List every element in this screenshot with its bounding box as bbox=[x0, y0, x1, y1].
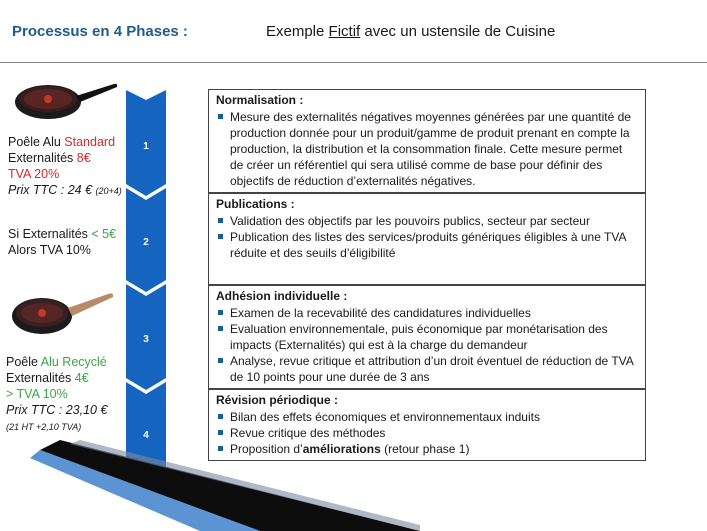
phase-number-1: 1 bbox=[143, 141, 149, 152]
product-recycled-externalities bbox=[6, 370, 107, 386]
condition-prefix: Si Externalités bbox=[8, 227, 92, 241]
subtitle-prefix: Exemple bbox=[266, 23, 329, 40]
condition-threshold: < 5€ bbox=[91, 227, 117, 241]
product-standard-ext-label: Externalités bbox=[8, 151, 77, 165]
bullet-item: Revue critique des méthodes bbox=[216, 425, 637, 441]
product-recycled-ext-label: Externalités bbox=[6, 371, 75, 385]
product-recycled-name-prefix: Poêle bbox=[6, 355, 41, 369]
bullet-item: Bilan des effets économiques et environnementaux induits bbox=[216, 409, 637, 425]
product-recycled-ext-value: 4€ bbox=[74, 371, 89, 385]
condition-line-2: Alors TVA 10% bbox=[8, 243, 91, 257]
product-recycled-price bbox=[6, 402, 107, 418]
product-recycled-name-highlight: Alu Recyclé bbox=[40, 355, 107, 369]
product-recycled-name bbox=[6, 354, 107, 370]
condition-line-1 bbox=[8, 226, 116, 242]
bullet-item: Publication des listes des services/produits génériques éligibles à une TVA réduite et des seuils d’éligibilité bbox=[216, 229, 637, 261]
product-recycled-block bbox=[6, 354, 107, 435]
product-recycled-tva: > TVA 10% bbox=[6, 387, 68, 401]
phase-bullets-1 bbox=[216, 109, 637, 189]
phase-number-4: 4 bbox=[143, 430, 149, 441]
phase-box-publications bbox=[208, 193, 646, 285]
product-standard-externalities bbox=[8, 150, 122, 166]
phase-title-3: Adhésion individuelle : bbox=[216, 289, 348, 303]
product-recycled-price-detail-line bbox=[6, 418, 107, 435]
decorative-stripe bbox=[0, 440, 420, 531]
product-standard-price-text: Prix TTC : 24 € bbox=[8, 183, 96, 197]
product-standard-block bbox=[8, 134, 122, 199]
page-subtitle bbox=[266, 23, 555, 40]
product-standard-price bbox=[8, 182, 122, 199]
product-standard-name-prefix: Poêle Alu bbox=[8, 135, 65, 149]
frying-pan-standard-image bbox=[10, 78, 120, 128]
product-standard-name bbox=[8, 134, 122, 150]
phase-bullets-2 bbox=[216, 213, 637, 261]
product-standard-ext-value: 8€ bbox=[76, 151, 91, 165]
product-recycled-price-text: Prix TTC : 23,10 € bbox=[6, 403, 108, 417]
bullet-item: Mesure des externalités négatives moyennes générées par une quantité de production donnée pour un produit/gamme de produit prenant en compte la production, la distribution et la consommation finale. Cette mesure permet de créer un référentiel qui sera utilisé comme de base pour définir des objectifs de réduction d’externalités négatives. bbox=[216, 109, 637, 189]
bullet-item: Validation des objectifs par les pouvoirs publics, secteur par secteur bbox=[216, 213, 637, 229]
subtitle-suffix: avec un ustensile de Cuisine bbox=[360, 23, 556, 40]
product-standard-price-detail: (20+4) bbox=[95, 186, 122, 196]
bullet-prefix: Proposition d’ bbox=[230, 442, 303, 456]
product-standard-tva: TVA 20% bbox=[8, 167, 60, 181]
condition-block bbox=[8, 226, 116, 258]
subtitle-emphasis: Fictif bbox=[328, 23, 361, 40]
phase-box-adhesion bbox=[208, 285, 646, 389]
header-divider bbox=[0, 62, 707, 63]
page-title: Processus en 4 Phases : bbox=[12, 23, 188, 40]
phase-box-normalisation bbox=[208, 89, 646, 193]
product-standard-name-highlight: Standard bbox=[64, 135, 116, 149]
bullet-item: Analyse, revue critique et attribution d’un droit éventuel de réduction de TVA de 10 points pour une durée de 3 ans bbox=[216, 353, 637, 385]
phase-title-1: Normalisation : bbox=[216, 93, 304, 107]
phase-number-2: 2 bbox=[143, 237, 149, 248]
phase-bullets-3 bbox=[216, 305, 637, 385]
bullet-item: Evaluation environnementale, puis économique par monétarisation des impacts (Externalités) qui est à la charge du demandeur bbox=[216, 321, 637, 353]
frying-pan-recycled-image bbox=[8, 286, 118, 342]
phase-title-2: Publications : bbox=[216, 197, 295, 211]
phase-title-4: Révision périodique : bbox=[216, 393, 339, 407]
bullet-bold: améliorations bbox=[302, 442, 381, 456]
bullet-suffix: (retour phase 1) bbox=[380, 442, 470, 456]
phase-number-3: 3 bbox=[143, 334, 149, 345]
product-recycled-price-detail: (21 HT +2,10 TVA) bbox=[6, 422, 82, 432]
bullet-item: Examen de la recevabilité des candidatures individuelles bbox=[216, 305, 637, 321]
